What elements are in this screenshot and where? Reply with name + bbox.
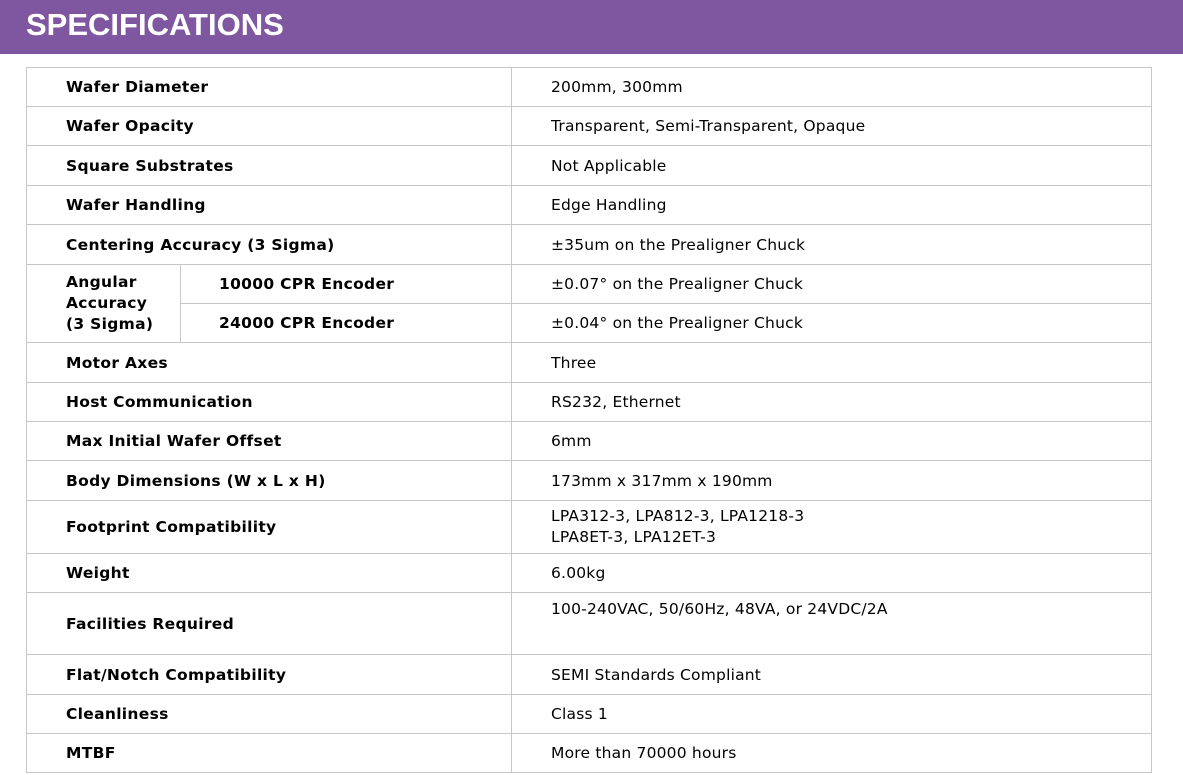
spec-value-line: LPA8ET-3, LPA12ET-3 xyxy=(551,528,717,546)
spec-value-line: LPA312-3, LPA812-3, LPA1218-3 xyxy=(551,507,805,525)
spec-label: Cleanliness xyxy=(27,695,512,734)
spec-label: Wafer Diameter xyxy=(27,68,512,107)
page-title: SPECIFICATIONS xyxy=(26,7,284,42)
spec-label: Weight xyxy=(27,554,512,593)
spec-group-label-line: (3 Sigma) xyxy=(66,315,154,333)
table-row xyxy=(27,734,1152,773)
table-row xyxy=(27,383,1152,422)
spec-value: Three xyxy=(512,343,1152,383)
table-row xyxy=(27,68,1152,107)
spec-value: More than 70000 hours xyxy=(512,734,1152,773)
table-row xyxy=(27,107,1152,146)
spec-sub-label: 10000 CPR Encoder xyxy=(181,265,512,304)
header-bar xyxy=(0,0,1183,54)
table-row xyxy=(27,146,1152,186)
spec-sub-label: 24000 CPR Encoder xyxy=(181,304,512,343)
table-row xyxy=(27,461,1152,501)
table-row xyxy=(27,554,1152,593)
table-row xyxy=(27,186,1152,225)
spec-label: Centering Accuracy (3 Sigma) xyxy=(27,225,512,265)
spec-label: Wafer Opacity xyxy=(27,107,512,146)
spec-label: Flat/Notch Compatibility xyxy=(27,655,512,695)
spec-label: Body Dimensions (W x L x H) xyxy=(27,461,512,501)
table-row xyxy=(27,343,1152,383)
spec-value: ±35um on the Prealigner Chuck xyxy=(512,225,1152,265)
spec-group-label-line: Accuracy xyxy=(66,294,148,312)
spec-label: Motor Axes xyxy=(27,343,512,383)
table-row xyxy=(27,304,1152,343)
table-row xyxy=(27,655,1152,695)
spec-label: Wafer Handling xyxy=(27,186,512,225)
spec-label: Max Initial Wafer Offset xyxy=(27,422,512,461)
spec-value: SEMI Standards Compliant xyxy=(512,655,1152,695)
spec-value: 200mm, 300mm xyxy=(512,68,1152,107)
spec-value: 100-240VAC, 50/60Hz, 48VA, or 24VDC/2A xyxy=(512,593,1152,655)
specifications-table xyxy=(26,67,1152,773)
spec-value: Edge Handling xyxy=(512,186,1152,225)
table-row xyxy=(27,265,1152,304)
spec-value: Class 1 xyxy=(512,695,1152,734)
spec-value: RS232, Ethernet xyxy=(512,383,1152,422)
table-row xyxy=(27,422,1152,461)
spec-value: ±0.07° on the Prealigner Chuck xyxy=(512,265,1152,304)
spec-label: Footprint Compatibility xyxy=(27,501,512,554)
spec-value: Transparent, Semi-Transparent, Opaque xyxy=(512,107,1152,146)
spec-value: 6mm xyxy=(512,422,1152,461)
spec-value: 6.00kg xyxy=(512,554,1152,593)
spec-label: Host Communication xyxy=(27,383,512,422)
spec-value: Not Applicable xyxy=(512,146,1152,186)
spec-label: Square Substrates xyxy=(27,146,512,186)
table-row xyxy=(27,695,1152,734)
spec-group-label xyxy=(27,265,181,343)
spec-label: Facilities Required xyxy=(27,593,512,655)
spec-group-label-line: Angular xyxy=(66,273,137,291)
spec-label: MTBF xyxy=(27,734,512,773)
spec-value: ±0.04° on the Prealigner Chuck xyxy=(512,304,1152,343)
table-row xyxy=(27,593,1152,655)
table-row xyxy=(27,225,1152,265)
table-row xyxy=(27,501,1152,554)
spec-value: 173mm x 317mm x 190mm xyxy=(512,461,1152,501)
spec-value xyxy=(512,501,1152,554)
